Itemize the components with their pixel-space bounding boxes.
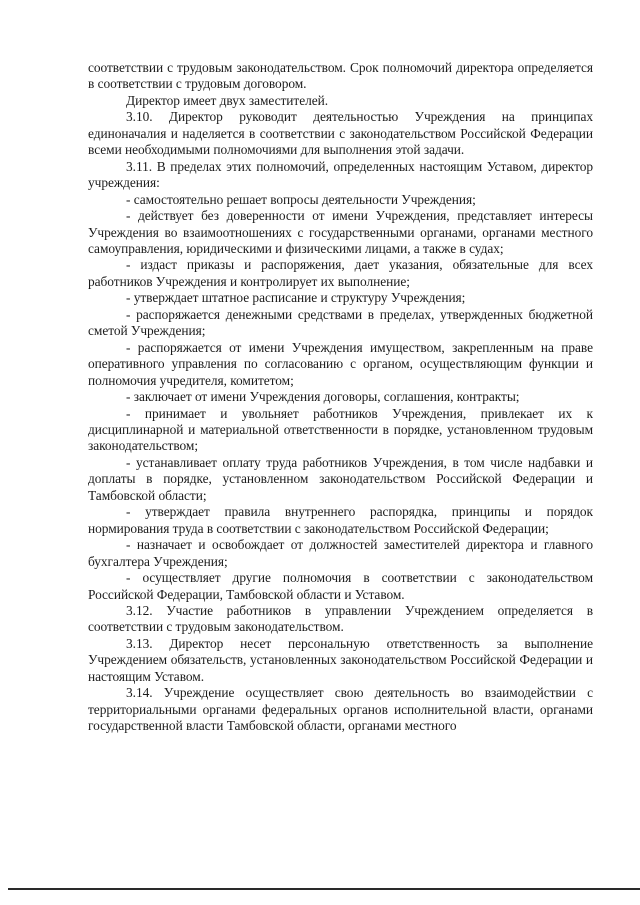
page-bottom-divider: [8, 888, 640, 890]
list-item: - принимает и увольняет работников Учреждения, привлекает их к дисциплинарной и материальной ответственности в порядке, установленном трудовым законодательством;: [88, 405, 593, 454]
list-item: - устанавливает оплату труда работников Учреждения, в том числе надбавки и доплаты в порядке, установленном законодательством Российской Федерации и Тамбовской области;: [88, 454, 593, 503]
document-page: [88, 60, 593, 735]
list-item: - распоряжается денежными средствами в пределах, утвержденных бюджетной сметой Учреждения;: [88, 306, 593, 339]
paragraph-3-10: 3.10. Директор руководит деятельностью Учреждения на принципах единоначалия и наделяется в соответствии с законодательством Российской Федерации всеми необходимыми полномочиями для выполнения этой задачи.: [88, 109, 593, 158]
list-item: - издаст приказы и распоряжения, дает указания, обязательные для всех работников Учреждения и контролирует их выполнение;: [88, 257, 593, 289]
list-item: - осуществляет другие полномочия в соответствии с законодательством Российской Федерации, Тамбовской области и Уставом.: [88, 570, 593, 602]
list-item: - утверждает штатное расписание и структуру Учреждения;: [126, 290, 466, 306]
paragraph-deputies: Директор имеет двух заместителей.: [126, 92, 329, 108]
paragraph-3-11: 3.11. В пределах этих полномочий, определенных настоящим Уставом, директор учреждения:: [88, 158, 593, 191]
list-item: - утверждает правила внутреннего распорядка, принципы и порядок нормирования труда в соответствии с законодательством Российской Федерации;: [88, 504, 593, 536]
list-item: - заключает от имени Учреждения договоры, соглашения, контракты;: [126, 389, 520, 405]
paragraph-3-13: 3.13. Директор несет персональную ответственность за выполнение Учреждением обязательств, установленных законодательством Российской Федерации и настоящим Уставом.: [88, 635, 593, 684]
list-item: - назначает и освобождает от должностей заместителей директора и главного бухгалтера Учреждения;: [88, 537, 593, 569]
list-item: - распоряжается от имени Учреждения имуществом, закрепленным на праве оперативного управления по согласованию с органом, осуществляющим функции и полномочия учредителя, комитетом;: [88, 339, 593, 388]
paragraph-3-14: 3.14. Учреждение осуществляет свою деятельность во взаимодействии с территориальными органами федеральных органов исполнительной власти, органами государственной власти Тамбовской области, органами местного: [88, 685, 593, 734]
paragraph-continuation: соответствии с трудовым законодательством. Срок полномочий директора определяется в соответствии с трудовым договором.: [88, 60, 593, 92]
list-item: - действует без доверенности от имени Учреждения, представляет интересы Учреждения во взаимоотношениях с государственными органами, органами местного самоуправления, юридическими и физическими лицами, а также в судах;: [88, 208, 593, 256]
paragraph-3-12: 3.12. Участие работников в управлении Учреждением определяется в соответствии с трудовым законодательством.: [88, 602, 593, 635]
list-item: - самостоятельно решает вопросы деятельности Учреждения;: [126, 191, 476, 207]
